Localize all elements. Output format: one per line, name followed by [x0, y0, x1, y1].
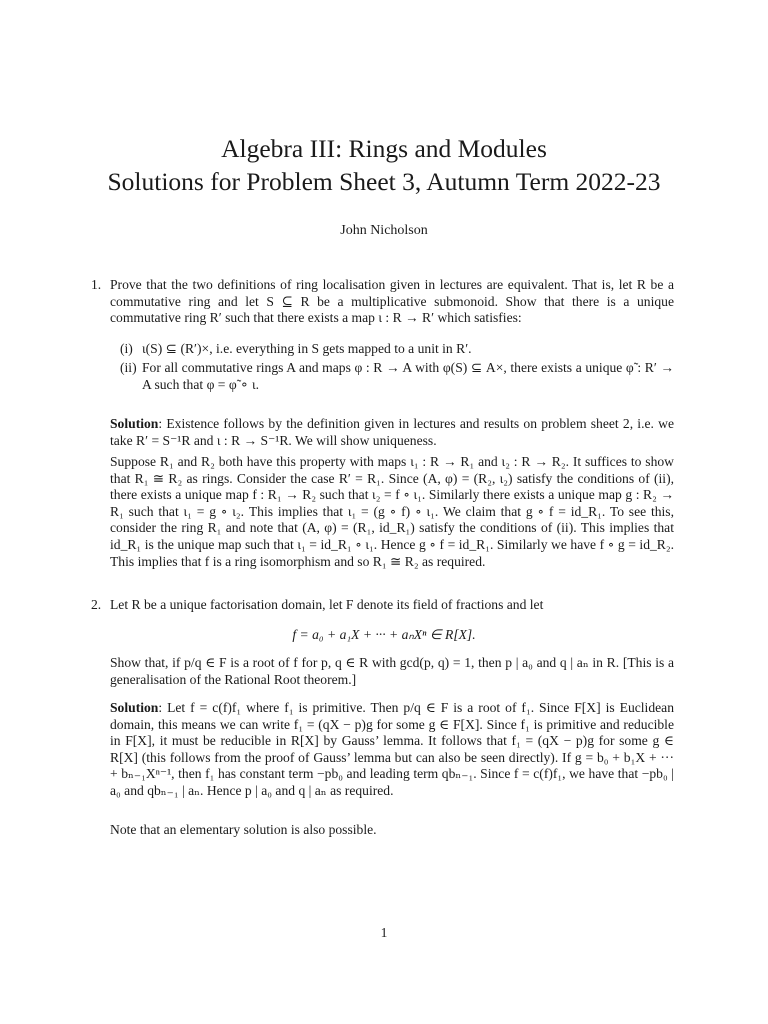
- item-i-text: ι(S) ⊆ (R′)×, i.e. everything in S gets mapped to a unit in R′.: [142, 341, 472, 356]
- polynomial-equation: f = a₀ + a₁X + ··· + aₙXⁿ ∈ R[X].: [292, 627, 476, 642]
- problem-2-solution-p2: Note that an elementary solution is also possible.: [110, 822, 377, 837]
- item-ii-text: For all commutative rings A and maps φ : R → A with φ(S) ⊆ A×, there exists a unique φ̃ : R′ → A such that φ = φ̃ ∘ ι.: [142, 360, 674, 392]
- solution-1-text: : Existence follows by the definition given in lectures and results on problem sheet 2, i.e. we take R′ = S⁻¹R and ι : R → S⁻¹R. We will show uniqueness.: [110, 416, 674, 448]
- solution-label: Solution: [110, 700, 159, 715]
- author: John Nicholson: [340, 223, 428, 238]
- problem-1-item-i: [120, 341, 674, 358]
- item-ii-label: (ii): [120, 360, 137, 375]
- page-number: 1: [380, 925, 388, 940]
- problem-1-solution-p1: [110, 416, 674, 449]
- problem-1-solution-p2: Suppose R₁ and R₂ both have this property with maps ι₁ : R → R₁ and ι₂ : R → R₂. It suffices to show that R₁ ≅ R₂ as rings. Consider the case R′ = R₁. Since (A, φ) = (R₂, ι₂) satisfy the conditions of (ii), there exists a unique map f : R₁ → R₂ such that ι₂ = f ∘ ι₁. Similarly there exists a unique map g : R₂ → R₁ such that ι₁ = g ∘ ι₂. This implies that ι₁ = (g ∘ f) ∘ ι₁. We claim that g ∘ f = id_R₁. To see this, consider the ring R₁ and note that (A, φ) = (R₁, id_R₁) satisfy the conditions of (ii). This implies that id_R₁ is the unique map such that ι₁ = id_R₁ ∘ ι₁. Hence g ∘ f = id_R₁. Similarly we have f ∘ g = id_R₂. This implies that f is a ring isomorphism and so R₁ ≅ R₂ as required.: [110, 454, 674, 569]
- problem-2-solution-p1: [110, 700, 674, 800]
- document-title: [0, 132, 768, 198]
- problem-2-number: 2.: [91, 597, 102, 612]
- item-i-label: (i): [120, 341, 133, 356]
- problem-1-statement: Prove that the two definitions of ring localisation given in lectures are equivalent. That is, let R be a commutative ring and let S ⊆ R be a multiplicative submonoid. Show that there is a unique commutative ring R′ such that there exists a map ι : R → R′ which satisfies:: [110, 277, 674, 326]
- problem-1-item-ii: [120, 360, 674, 393]
- problem-2-statement-2: Show that, if p/q ∈ F is a root of f for p, q ∈ R with gcd(p, q) = 1, then p | a₀ and q | aₙ in R. [This is a generalisation of the Rational Root theorem.]: [110, 655, 674, 687]
- problem-1-number: 1.: [91, 277, 102, 292]
- solution-label: Solution: [110, 416, 159, 431]
- problem-2-statement: Let R be a unique factorisation domain, let F denote its field of fractions and let: [110, 597, 544, 612]
- solution-2-text: : Let f = c(f)f₁ where f₁ is primitive. Then p/q ∈ F is a root of f₁. Since F[X] is Euclidean domain, this means we can write f₁ = (qX − p)g for some g ∈ F[X]. Since f₁ is primitive and reducible in F[X], it must be reducible in R[X] by Gauss’ lemma. It follows that f₁ = (qX − p)g for some g ∈ R[X] (this follows from the proof of Gauss’ lemma but can also be seen directly). If g = b₀ + b₁X + ··· + bₙ₋₁Xⁿ⁻¹, then f₁ has constant term −pb₀ and leading term qbₙ₋₁. Since f = c(f)f₁, we have that −pb₀ | a₀ and qbₙ₋₁ | aₙ. Hence p | a₀ and q | aₙ as required.: [110, 700, 674, 798]
- title-line-1: Algebra III: Rings and Modules: [221, 134, 547, 163]
- title-line-2: Solutions for Problem Sheet 3, Autumn Term 2022-23: [107, 167, 661, 196]
